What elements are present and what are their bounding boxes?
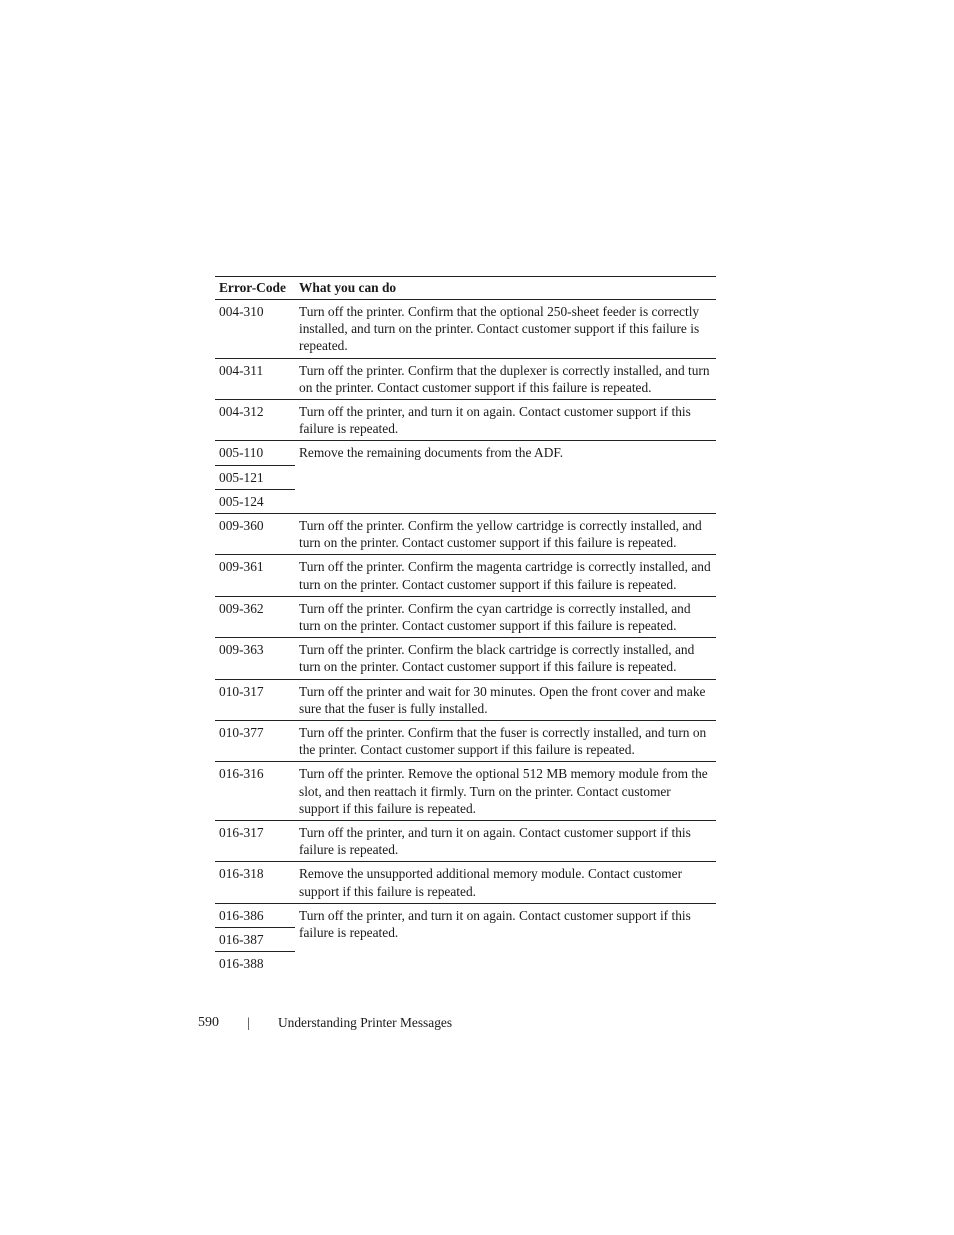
header-what-you-can-do: What you can do [295,277,716,300]
action-cell: Turn off the printer, and turn it on again. Contact customer support if this failure is repeated. [295,400,716,441]
action-cell: Turn off the printer. Confirm the black cartridge is correctly installed, and turn on the printer. Contact customer support if this failure is repeated. [295,638,716,679]
table-row [215,596,716,637]
action-cell: Turn off the printer. Confirm the yellow cartridge is correctly installed, and turn on the printer. Contact customer support if this failure is repeated. [295,514,716,555]
table-header-row [215,277,716,300]
table-row [215,721,716,762]
error-code-cell: 016-387 [215,928,295,952]
error-code-cell: 016-386 [215,903,295,927]
table-row [215,862,716,903]
action-cell: Turn off the printer. Confirm the magenta cartridge is correctly installed, and turn on the printer. Contact customer support if this failure is repeated. [295,555,716,596]
error-code-cell: 009-360 [215,514,295,555]
action-cell: Turn off the printer. Confirm that the optional 250-sheet feeder is correctly installed, and turn on the printer. Contact customer support if this failure is repeated. [295,300,716,359]
error-code-table [215,276,716,976]
action-cell: Turn off the printer, and turn it on again. Contact customer support if this failure is repeated. [299,907,691,941]
error-code-cell: 016-317 [215,821,295,862]
action-cell: Turn off the printer, and turn it on again. Contact customer support if this failure is repeated. [295,821,716,862]
error-code-cell: 009-361 [215,555,295,596]
table-row [215,514,716,555]
section-title: Understanding Printer Messages [278,1015,453,1030]
action-cell: Turn off the printer. Remove the optional 512 MB memory module from the slot, and then reattach it firmly. Turn on the printer. Contact customer support if this failure is repeated. [295,762,716,821]
action-cell: Remove the remaining documents from the ADF. [295,441,716,514]
table-row [215,762,716,821]
action-cell: Turn off the printer. Confirm that the duplexer is correctly installed, and turn on the printer. Contact customer support if this failure is repeated. [295,358,716,399]
error-code-cell: 004-311 [215,358,295,399]
table-row [215,638,716,679]
action-cell: Turn off the printer. Confirm the cyan cartridge is correctly installed, and turn on the printer. Contact customer support if this failure is repeated. [295,596,716,637]
error-code-cell: 016-318 [215,862,295,903]
page-number: 590 [198,1015,219,1030]
error-code-cell: 010-317 [215,679,295,720]
table-row [215,300,716,359]
header-error-code: Error-Code [215,277,295,300]
table-row [215,358,716,399]
error-code-cell: 004-312 [215,400,295,441]
table-row [215,400,716,441]
error-code-cell: 016-388 [219,956,264,972]
table-row [215,555,716,596]
error-code-cell: 005-121 [215,465,295,489]
error-code-cell: 009-362 [215,596,295,637]
error-code-cell: 010-377 [215,721,295,762]
action-cell: Turn off the printer and wait for 30 minutes. Open the front cover and make sure that the fuser is fully installed. [295,679,716,720]
action-cell: Remove the unsupported additional memory module. Contact customer support if this failure is repeated. [295,862,716,903]
action-cell: Turn off the printer. Confirm that the fuser is correctly installed, and turn on the printer. Contact customer support if this failure is repeated. [295,721,716,762]
error-code-cell: 016-316 [215,762,295,821]
table-row [215,679,716,720]
table-row [215,821,716,862]
table-row [215,441,716,465]
error-code-cell: 009-363 [215,638,295,679]
footer-separator: | [247,1015,250,1030]
error-code-cell: 005-124 [219,493,264,509]
table-row [215,903,716,927]
error-code-cell: 005-110 [215,441,295,465]
error-code-cell: 004-310 [215,300,295,359]
